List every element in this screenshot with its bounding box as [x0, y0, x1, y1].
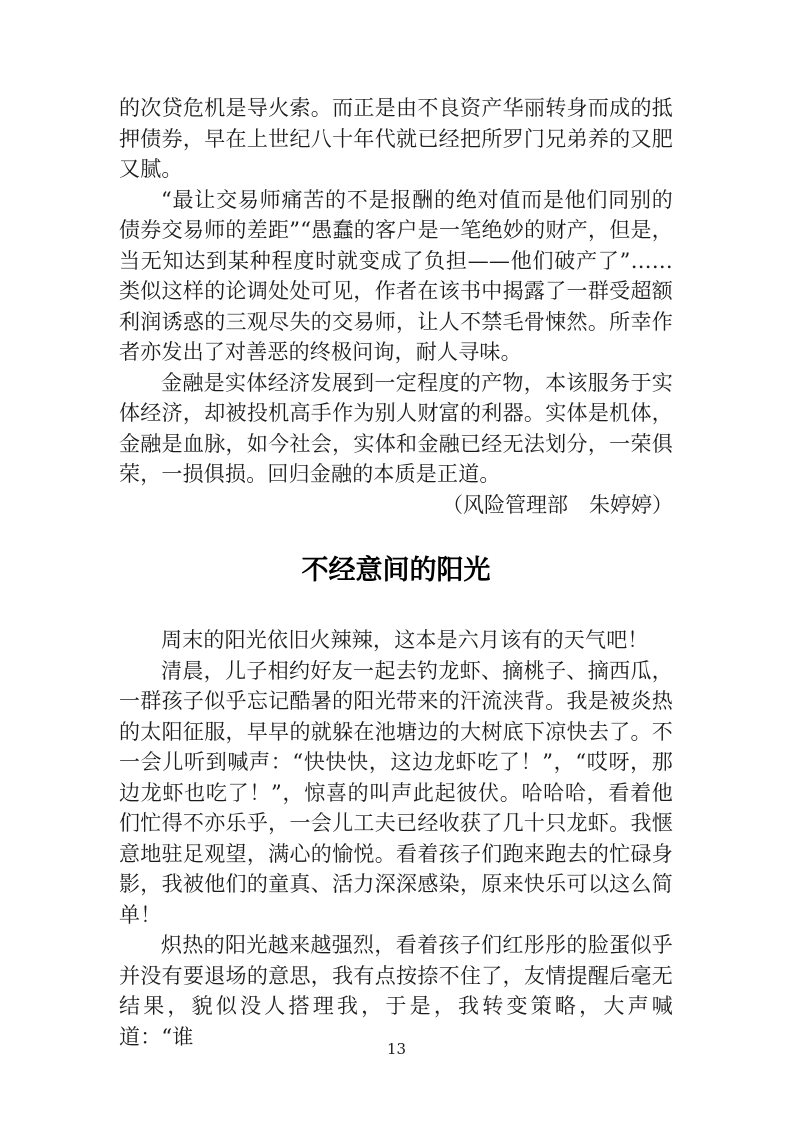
paragraph: 金融是实体经济发展到一定程度的产物，本该服务于实体经济，却被投机高手作为别人财富的利器。实体是机体，金融是血脉，如今社会，实体和金融已经无法划分，一荣俱荣，一损俱损。回归金融的本质是正道。 — [119, 370, 673, 486]
paragraph: 周末的阳光依旧火辣辣，这本是六月该有的天气吧！ — [161, 628, 649, 652]
article-title: 不经意间的阳光 — [301, 555, 491, 586]
continued-paragraph: 的次贷危机是导火索。而正是由不良资产华丽转身而成的抵押债券，早在上世纪八十年代就已经把所罗门兄弟养的又肥又腻。 — [119, 96, 673, 181]
page-number: 13 — [386, 1040, 407, 1058]
page-content — [119, 93, 673, 1052]
paragraph: 清晨，儿子相约好友一起去钓龙虾、摘桃子、摘西瓜，一群孩子似乎忘记酷暑的阳光带来的汗流浃背。我是被炎热的太阳征服，早早的就躲在池塘边的大树底下凉快去了。不一会儿听到喊声：“快快快，这边龙虾吃了！”，“哎呀，那边龙虾也吃了！”，惊喜的叫声此起彼伏。哈哈哈，看着他们忙得不亦乐乎，一会儿工夫已经收获了几十只龙虾。我惬意地驻足观望，满心的愉悦。看着孩子们跑来跑去的忙碌身影，我被他们的童真、活力深深感染，原来快乐可以这么简单！ — [119, 658, 673, 927]
paragraph: 炽热的阳光越来越强烈，看着孩子们红彤彤的脸蛋似乎并没有要退场的意思，我有点按捺不住了，友情提醒后毫无结果，貌似没人搭理我，于是，我转变策略，大声喊道：“谁 — [119, 933, 673, 1049]
attribution: （风险管理部 朱婷婷） — [442, 492, 673, 517]
paragraph: “最让交易师痛苦的不是报酬的绝对值而是他们同别的债券交易师的差距”“愚蠢的客户是一笔绝妙的财产，但是，当无知达到某种程度时就变成了负担——他们破产了”……类似这样的论调处处可见，作者在该书中揭露了一群受超额利润诱惑的三观尽失的交易师，让人不禁毛骨悚然。所幸作者亦发出了对善恶的终极问询，耐人寻味。 — [119, 187, 673, 364]
